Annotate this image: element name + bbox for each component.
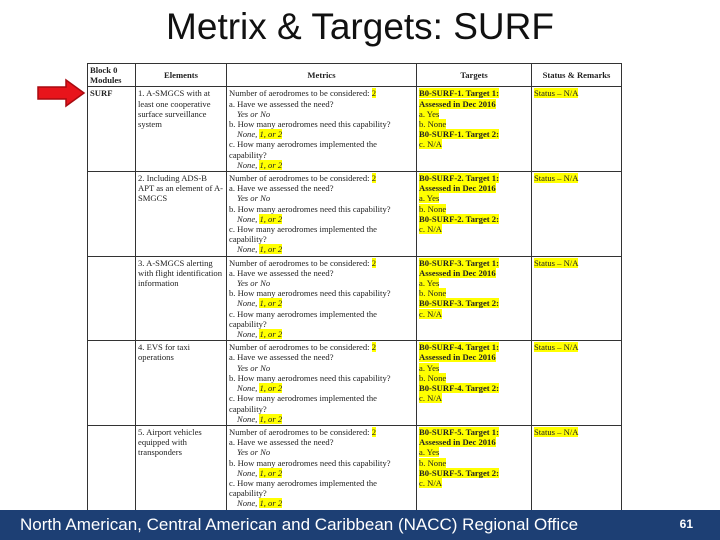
page-number: 61	[679, 517, 693, 531]
target-line	[419, 342, 529, 352]
status-cell	[532, 87, 622, 172]
metric-highlight: 1, or 2	[259, 467, 283, 478]
metric-line	[229, 119, 414, 129]
metric-text: None,	[237, 329, 260, 340]
target-line	[419, 383, 529, 393]
target-text: b. None	[419, 203, 447, 214]
target-line	[419, 373, 529, 383]
metric-text: Number of aerodromes to be considered:	[229, 342, 370, 353]
target-line	[419, 363, 529, 373]
target-text: B0-SURF-4. Target 2:	[419, 383, 499, 394]
status-cell	[532, 341, 622, 426]
target-line	[419, 427, 529, 437]
target-text: Assessed in Dec 2016	[419, 352, 496, 363]
module-cell	[88, 172, 136, 257]
metric-text: a. Have we assessed the need?	[229, 352, 334, 363]
metric-highlight: 2	[371, 426, 377, 437]
metrics-cell	[227, 172, 417, 257]
target-text: b. None	[419, 288, 447, 299]
element-cell: 3. A-SMGCS alerting with flight identification information	[136, 256, 227, 341]
metric-line	[229, 478, 414, 498]
column-header: Targets	[417, 64, 532, 87]
metric-highlight: 2	[371, 173, 377, 184]
metric-line	[229, 129, 414, 139]
metric-highlight: 2	[371, 88, 377, 99]
target-line	[419, 88, 529, 98]
target-line	[419, 173, 529, 183]
metrics-cell	[227, 341, 417, 426]
status-text: Status – N/A	[534, 257, 579, 268]
metric-text: None,	[237, 213, 260, 224]
metric-highlight: 2	[371, 257, 377, 268]
target-text: B0-SURF-1. Target 1:	[419, 88, 499, 99]
target-text: B0-SURF-3. Target 1:	[419, 257, 499, 268]
metric-line	[229, 373, 414, 383]
metric-line	[229, 414, 414, 424]
table-row	[88, 87, 622, 172]
footer-bar	[0, 510, 720, 540]
metric-text: Yes or No	[237, 108, 271, 119]
target-line	[419, 278, 529, 288]
metric-line	[229, 437, 414, 447]
metric-text: c. How many aerodromes implemented the capability?	[229, 139, 377, 160]
metric-highlight: 1, or 2	[259, 129, 283, 140]
target-text: b. None	[419, 457, 447, 468]
element-cell: 5. Airport vehicles equipped with transponders	[136, 425, 227, 510]
metric-line	[229, 224, 414, 244]
target-text: a. Yes	[419, 362, 440, 373]
target-line	[419, 119, 529, 129]
target-line	[419, 268, 529, 278]
metric-line	[229, 278, 414, 288]
document-scan	[87, 63, 621, 509]
target-line	[419, 183, 529, 193]
target-line	[419, 288, 529, 298]
metric-line	[229, 427, 414, 437]
metrics-cell	[227, 256, 417, 341]
footer-title: North American, Central American and Caribbean (NACC) Regional Office	[20, 515, 579, 534]
metrics-cell	[227, 425, 417, 510]
metric-text: None,	[237, 413, 260, 424]
target-text: B0-SURF-5. Target 2:	[419, 467, 499, 478]
element-cell: 2. Including ADS-B APT as an element of A-SMGCS	[136, 172, 227, 257]
module-cell: SURF	[88, 87, 136, 172]
metric-text: c. How many aerodromes implemented the capability?	[229, 393, 377, 414]
target-text: c. N/A	[419, 139, 442, 150]
metric-text: Number of aerodromes to be considered:	[229, 257, 370, 268]
metric-highlight: 1, or 2	[259, 244, 283, 255]
target-text: c. N/A	[419, 477, 442, 488]
metric-text: Yes or No	[237, 278, 271, 289]
target-text: B0-SURF-5. Target 1:	[419, 426, 499, 437]
column-header: Status & Remarks	[532, 64, 622, 87]
metric-text: None,	[237, 129, 260, 140]
metric-text: a. Have we assessed the need?	[229, 98, 334, 109]
target-text: b. None	[419, 372, 447, 383]
table-row	[88, 341, 622, 426]
module-cell	[88, 256, 136, 341]
metric-text: None,	[237, 159, 260, 170]
slide-title: Metrix & Targets: SURF	[166, 6, 554, 47]
metric-highlight: 1, or 2	[259, 383, 283, 394]
column-header: Metrics	[227, 64, 417, 87]
target-text: Assessed in Dec 2016	[419, 267, 496, 278]
metric-text: a. Have we assessed the need?	[229, 183, 334, 194]
target-text: c. N/A	[419, 308, 442, 319]
target-text: a. Yes	[419, 193, 440, 204]
metric-line	[229, 173, 414, 183]
status-text: Status – N/A	[534, 173, 579, 184]
metric-text: None,	[237, 383, 260, 394]
metric-text: Number of aerodromes to be considered:	[229, 88, 370, 99]
status-cell	[532, 425, 622, 510]
table-header-row	[88, 64, 622, 87]
metric-line	[229, 139, 414, 159]
metric-line	[229, 498, 414, 508]
target-text: B0-SURF-1. Target 2:	[419, 129, 499, 140]
target-text: B0-SURF-4. Target 1:	[419, 342, 499, 353]
target-line	[419, 468, 529, 478]
metric-line	[229, 109, 414, 119]
table-row	[88, 172, 622, 257]
targets-cell	[417, 425, 532, 510]
metric-line	[229, 193, 414, 203]
metric-line	[229, 298, 414, 308]
metric-text: Yes or No	[237, 447, 271, 458]
target-line	[419, 298, 529, 308]
target-line	[419, 99, 529, 109]
target-text: a. Yes	[419, 108, 440, 119]
metric-text: None,	[237, 298, 260, 309]
metric-highlight: 1, or 2	[259, 413, 283, 424]
metric-line	[229, 183, 414, 193]
metric-line	[229, 468, 414, 478]
metric-text: Number of aerodromes to be considered:	[229, 426, 370, 437]
target-text: b. None	[419, 119, 447, 130]
target-line	[419, 437, 529, 447]
targets-cell	[417, 87, 532, 172]
target-text: B0-SURF-3. Target 2:	[419, 298, 499, 309]
metric-line	[229, 204, 414, 214]
targets-cell	[417, 172, 532, 257]
table-row	[88, 256, 622, 341]
target-line	[419, 352, 529, 362]
metric-text: None,	[237, 244, 260, 255]
target-line	[419, 478, 529, 488]
metric-text: None,	[237, 467, 260, 478]
metrics-cell	[227, 87, 417, 172]
metric-text: c. How many aerodromes implemented the capability?	[229, 308, 377, 329]
element-cell: 1. A-SMGCS with at least one cooperative surface surveillance system	[136, 87, 227, 172]
metric-line	[229, 329, 414, 339]
target-line	[419, 309, 529, 319]
target-line	[419, 129, 529, 139]
status-text: Status – N/A	[534, 88, 579, 99]
metric-highlight: 1, or 2	[259, 298, 283, 309]
status-text: Status – N/A	[534, 426, 579, 437]
metric-line	[229, 309, 414, 329]
metric-line	[229, 383, 414, 393]
metric-text: b. How many aerodromes need this capability?	[229, 119, 391, 130]
metric-line	[229, 352, 414, 362]
metric-line	[229, 393, 414, 413]
target-text: B0-SURF-2. Target 1:	[419, 173, 499, 184]
metric-line	[229, 288, 414, 298]
metric-text: b. How many aerodromes need this capability?	[229, 372, 391, 383]
status-cell	[532, 256, 622, 341]
metric-text: a. Have we assessed the need?	[229, 437, 334, 448]
red-arrow-icon	[36, 78, 86, 108]
module-cell	[88, 425, 136, 510]
metric-highlight: 1, or 2	[259, 329, 283, 340]
target-text: B0-SURF-2. Target 2:	[419, 213, 499, 224]
metric-line	[229, 447, 414, 457]
metric-text: c. How many aerodromes implemented the capability?	[229, 224, 377, 245]
metric-line	[229, 160, 414, 170]
target-text: a. Yes	[419, 278, 440, 289]
status-text: Status – N/A	[534, 342, 579, 353]
metric-text: b. How many aerodromes need this capability?	[229, 203, 391, 214]
target-text: Assessed in Dec 2016	[419, 437, 496, 448]
metric-line	[229, 342, 414, 352]
metric-line	[229, 363, 414, 373]
metric-highlight: 1, or 2	[259, 213, 283, 224]
metric-line	[229, 268, 414, 278]
target-line	[419, 193, 529, 203]
metric-line	[229, 458, 414, 468]
metric-highlight: 1, or 2	[259, 159, 283, 170]
metric-text: b. How many aerodromes need this capability?	[229, 288, 391, 299]
target-text: c. N/A	[419, 393, 442, 404]
table-row	[88, 425, 622, 510]
target-line	[419, 214, 529, 224]
targets-cell	[417, 341, 532, 426]
target-text: a. Yes	[419, 447, 440, 458]
target-line	[419, 224, 529, 234]
metric-line	[229, 88, 414, 98]
element-cell: 4. EVS for taxi operations	[136, 341, 227, 426]
target-line	[419, 139, 529, 149]
metric-line	[229, 244, 414, 254]
metric-line	[229, 214, 414, 224]
status-cell	[532, 172, 622, 257]
target-line	[419, 109, 529, 119]
metric-text: Number of aerodromes to be considered:	[229, 173, 370, 184]
module-cell	[88, 341, 136, 426]
metric-line	[229, 258, 414, 268]
target-text: c. N/A	[419, 224, 442, 235]
metric-text: a. Have we assessed the need?	[229, 267, 334, 278]
target-line	[419, 258, 529, 268]
metric-text: c. How many aerodromes implemented the capability?	[229, 477, 377, 499]
metrics-table	[87, 63, 622, 511]
target-line	[419, 458, 529, 468]
metric-highlight: 2	[371, 342, 377, 353]
target-line	[419, 447, 529, 457]
metric-text: b. How many aerodromes need this capability?	[229, 457, 391, 468]
targets-cell	[417, 256, 532, 341]
metric-text: Yes or No	[237, 193, 271, 204]
metric-text: None,	[237, 498, 260, 509]
column-header: Elements	[136, 64, 227, 87]
target-line	[419, 393, 529, 403]
target-text: Assessed in Dec 2016	[419, 98, 496, 109]
target-line	[419, 204, 529, 214]
metric-text: Yes or No	[237, 362, 271, 373]
column-header: Block 0 Modules	[88, 64, 136, 87]
metric-highlight: 1, or 2	[259, 498, 283, 509]
metric-line	[229, 99, 414, 109]
target-text: Assessed in Dec 2016	[419, 183, 496, 194]
